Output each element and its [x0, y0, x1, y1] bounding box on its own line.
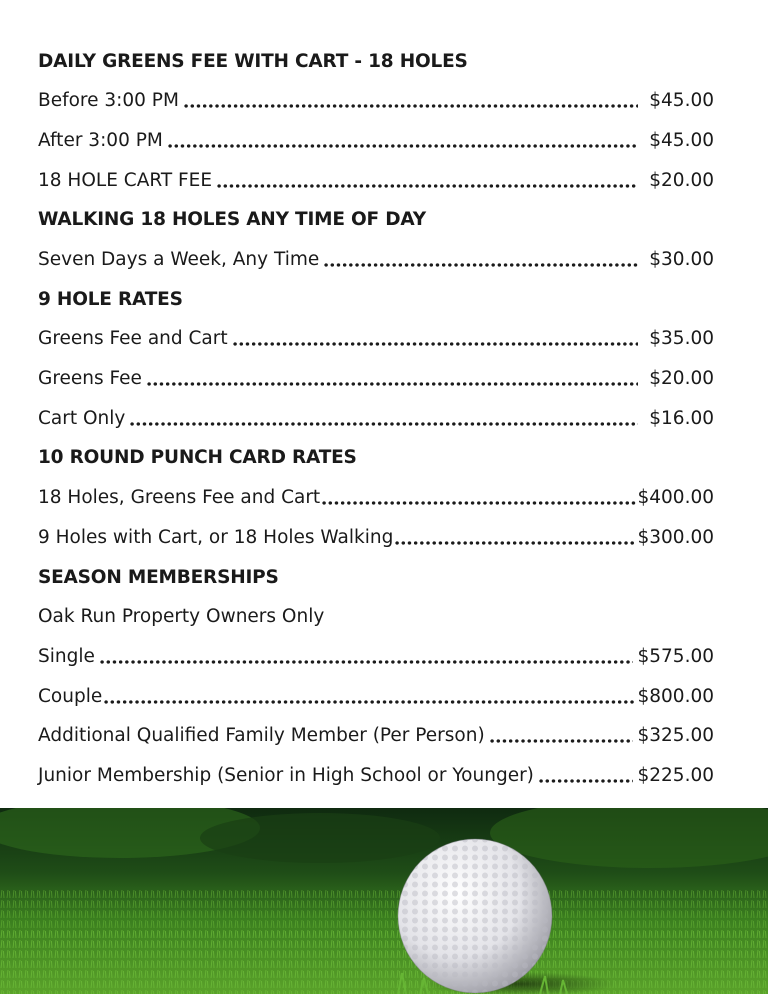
rate-row-18-hole-cart-fee	[38, 161, 714, 201]
dot-leader	[216, 182, 638, 190]
rate-price: $800.00	[637, 685, 714, 707]
rate-price: $20.00	[649, 368, 714, 390]
dot-leader	[129, 420, 638, 428]
rate-row-cart-only	[38, 399, 714, 439]
rate-price: $45.00	[649, 129, 714, 151]
golf-ball-on-grass-icon	[0, 808, 768, 994]
rate-label: Couple	[38, 685, 103, 707]
golf-ball-banner	[0, 808, 768, 994]
dot-leader	[394, 539, 636, 547]
rate-row-additional-family-member	[38, 717, 714, 757]
rate-price: $30.00	[649, 249, 714, 271]
rate-label: Single	[38, 645, 95, 667]
rate-label: 18 Holes, Greens Fee and Cart	[38, 487, 321, 509]
rate-row-seven-days	[38, 240, 714, 280]
rate-label: 9 Holes with Cart, or 18 Holes Walking	[38, 526, 394, 548]
rate-price: $325.00	[637, 725, 714, 747]
section-heading-punch-card-rates: 10 ROUND PUNCH CARD RATES	[38, 447, 357, 469]
membership-note	[38, 598, 714, 638]
rate-row-greens-fee	[38, 360, 714, 400]
rate-row-junior-membership	[38, 756, 714, 796]
rate-label: After 3:00 PM	[38, 129, 163, 151]
rate-price: $400.00	[637, 487, 714, 509]
rate-price: $45.00	[649, 90, 714, 112]
rate-row-before-3pm	[38, 82, 714, 122]
dot-leader	[321, 499, 636, 507]
rate-row-greens-fee-and-cart	[38, 320, 714, 360]
dot-leader	[538, 777, 634, 785]
section-heading-season-memberships: SEASON MEMBERSHIPS	[38, 566, 279, 588]
dot-leader	[489, 737, 634, 745]
dot-leader	[99, 658, 634, 666]
rate-label: Cart Only	[38, 407, 126, 429]
rate-price: $16.00	[649, 407, 714, 429]
rate-label: Greens Fee and Cart	[38, 328, 228, 350]
rate-price: $300.00	[637, 526, 714, 548]
rates-list	[38, 42, 714, 796]
dot-leader	[103, 698, 636, 706]
note-text: Oak Run Property Owners Only	[38, 606, 325, 628]
dot-leader	[323, 261, 638, 269]
rate-label: Seven Days a Week, Any Time	[38, 249, 320, 271]
rate-label: Junior Membership (Senior in High School or Younger)	[38, 764, 534, 786]
rate-price: $225.00	[637, 764, 714, 786]
rate-price: $575.00	[637, 645, 714, 667]
rate-row-couple	[38, 677, 714, 717]
rate-row-18-holes-greens-fee-cart	[38, 479, 714, 519]
dot-leader	[167, 142, 638, 150]
section-heading-9-hole-rates: 9 HOLE RATES	[38, 288, 183, 310]
section-heading-daily-greens-fee: DAILY GREENS FEE WITH CART - 18 HOLES	[38, 50, 468, 72]
section-heading-walking-18-holes: WALKING 18 HOLES ANY TIME OF DAY	[38, 209, 426, 231]
rate-label: 18 HOLE CART FEE	[38, 169, 213, 191]
rate-label: Before 3:00 PM	[38, 90, 179, 112]
dot-leader	[232, 341, 638, 349]
rate-label: Greens Fee	[38, 368, 142, 390]
rate-row-9-holes-cart-or-walking	[38, 518, 714, 558]
rate-row-single	[38, 637, 714, 677]
rate-price: $20.00	[649, 169, 714, 191]
rate-row-after-3pm	[38, 121, 714, 161]
dot-leader	[183, 102, 638, 110]
rate-label: Additional Qualified Family Member (Per Person)	[38, 725, 485, 747]
rate-price: $35.00	[649, 328, 714, 350]
dot-leader	[146, 380, 638, 388]
